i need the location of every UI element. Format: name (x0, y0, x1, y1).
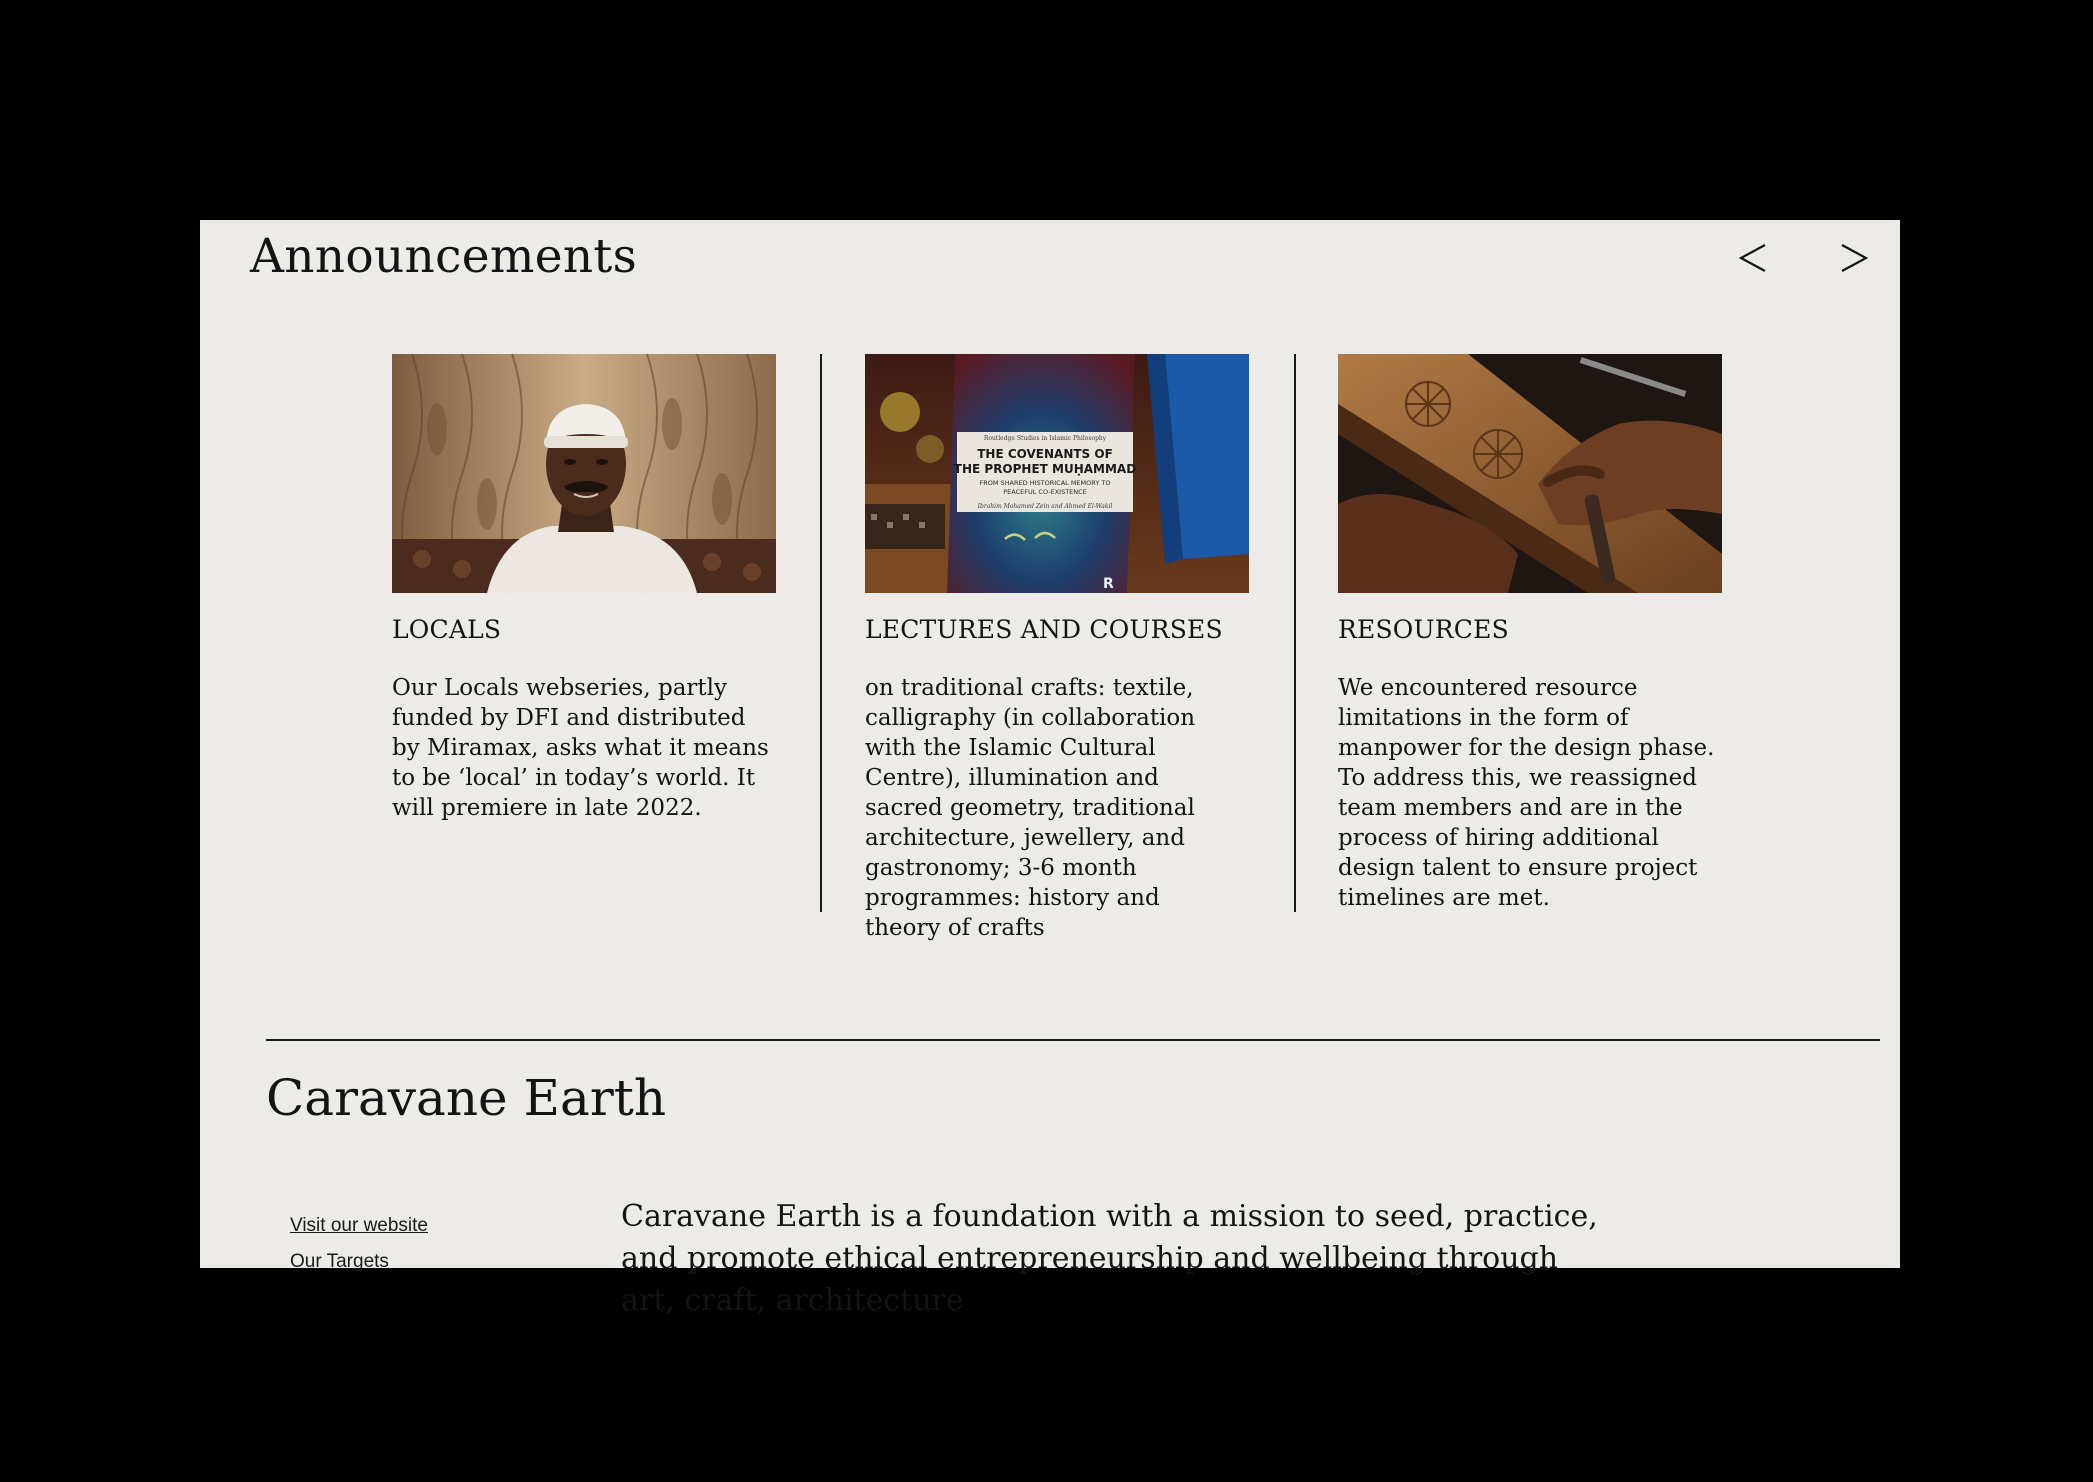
announcement-card-resources[interactable] (1338, 354, 1718, 913)
book-authors: Ibrahim Mohamed Zein and Ahmed El-Wakil (977, 503, 1113, 510)
card-description: on traditional crafts: textile, calligraphy (in collaboration with the Islamic Cultural Centre), illumination and sacred geometry, traditional architecture, jewellery, and gastronomy; 3-6 month programmes: history and theory of crafts (865, 675, 1196, 942)
next-arrow-button[interactable] (1820, 228, 1880, 288)
section-title: Caravane Earth (266, 1069, 667, 1127)
card-category: LOCALS (392, 615, 502, 644)
card-category: LECTURES AND COURSES (865, 615, 1223, 644)
book-title-line1: THE COVENANTS OF (977, 447, 1113, 461)
card-category: RESOURCES (1338, 615, 1509, 644)
wood-carving-photo (1338, 354, 1722, 593)
section-links (290, 1208, 428, 1280)
column-divider (1294, 354, 1296, 912)
our-targets-link[interactable]: Our Targets (290, 1251, 389, 1272)
book-subtitle-line1: FROM SHARED HISTORICAL MEMORY TO (979, 479, 1111, 487)
visit-website-link[interactable]: Visit our website (290, 1215, 428, 1236)
announcement-card-lectures[interactable] (865, 354, 1235, 943)
book-series-text: Routledge Studies in Islamic Philosophy (983, 435, 1107, 442)
portrait-photo (392, 354, 776, 593)
chevron-right-icon (1820, 228, 1880, 288)
card-description: We encountered resource limitations in the form of manpower for the design phase. To address this, we reassigned team members and are in the process of hiring additional design talent to ensure project timelines are met. (1338, 675, 1715, 912)
chevron-left-icon (1727, 228, 1787, 288)
book-publisher-mark: R (1103, 576, 1114, 592)
book-subtitle-line2: PEACEFUL CO-EXISTENCE (1003, 488, 1087, 496)
section-intro-text: Caravane Earth is a foundation with a mission to seed, practice, and promote ethical entrepreneurship and wellbeing through art, craft, architecture (621, 1199, 1598, 1318)
book-cover-photo (865, 354, 1249, 593)
column-divider (820, 354, 822, 912)
announcements-panel (200, 220, 1900, 1318)
book-title-line2: THE PROPHET MUḤAMMAD (953, 462, 1137, 476)
section-divider (266, 1039, 1880, 1041)
announcement-card-locals[interactable] (392, 354, 776, 823)
previous-arrow-button[interactable] (1727, 228, 1787, 288)
card-description: Our Locals webseries, partly funded by DFI and distributed by Miramax, asks what it means to be ‘local’ in today’s world. It will premiere in late 2022. (392, 675, 769, 822)
page-title: Announcements (250, 229, 638, 284)
